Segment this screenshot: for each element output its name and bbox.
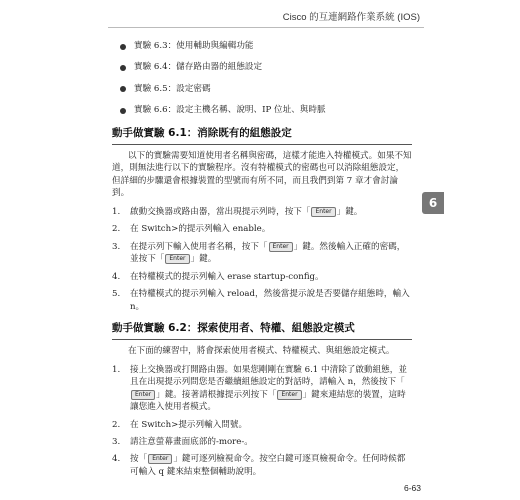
lab2-step bbox=[112, 364, 412, 414]
step-number: 5. bbox=[112, 289, 121, 300]
lab2-step bbox=[112, 453, 412, 478]
step-number: 1. bbox=[112, 206, 121, 217]
lab1-step bbox=[112, 206, 412, 218]
enter-key-icon: Enter bbox=[148, 454, 172, 464]
lab1-step bbox=[112, 271, 412, 283]
header-rule bbox=[108, 27, 424, 28]
lab-bullet-list bbox=[112, 40, 412, 117]
step-number: 2. bbox=[112, 224, 121, 235]
enter-key-icon: Enter bbox=[311, 207, 335, 217]
chapter-tab: 6 bbox=[422, 192, 444, 214]
step-text: 」鍵來連結您的裝置，這時讓您進入使用者模式。 bbox=[130, 389, 406, 413]
lab1-title: 動手做實驗 6.1：消除既有的組態設定 bbox=[112, 126, 412, 145]
step-number: 3. bbox=[112, 241, 121, 252]
enter-key-icon: Enter bbox=[131, 390, 155, 400]
bullet-item: 實驗 6.6：設定主機名稱、說明、IP 位址、與時脈 bbox=[112, 104, 412, 116]
step-number: 3. bbox=[112, 436, 121, 447]
step-text: 」鍵。 bbox=[336, 206, 363, 217]
lab2-intro: 在下面的練習中，將會探索使用者模式、特權模式、與組態設定模式。 bbox=[128, 346, 395, 357]
lab2-steps bbox=[112, 364, 412, 479]
step-number: 4. bbox=[112, 454, 121, 465]
bullet-item: 實驗 6.4：儲存路由器的組態設定 bbox=[112, 61, 412, 73]
enter-key-icon: Enter bbox=[165, 254, 189, 264]
enter-key-icon: Enter bbox=[269, 242, 293, 252]
step-text: 在提示列下輸入使用者名稱，按下「 bbox=[130, 241, 268, 252]
lab1-step bbox=[112, 223, 412, 235]
bullet-item: 實驗 6.5：設定密碼 bbox=[112, 83, 412, 95]
step-text: 在 Switch>的提示列輸入 enable。 bbox=[130, 224, 271, 235]
step-text: 」鍵。然後輸入正確的密碼，並按下「 bbox=[130, 241, 406, 265]
lab1-intro: 以下的實驗需要知道使用者名稱與密碼，這樣才能進入特權模式。如果不知道，則無法進行以下的實驗程序。沒有特權模式的密碼也可以消除組態設定，但詳細的步驟還會根據裝置的型號而有所不同，而且我們到第 7 章才會討論到。 bbox=[112, 151, 412, 199]
lab1-step bbox=[112, 288, 412, 313]
step-number: 2. bbox=[112, 419, 121, 430]
page-number: 6-63 bbox=[404, 483, 422, 493]
step-number: 1. bbox=[112, 364, 121, 375]
enter-key-icon: Enter bbox=[277, 390, 301, 400]
step-text: 接上交換器或打開路由器。如果您剛剛在實驗 6.1 中清除了啟動組態，並且在出現提示列問您是否繼續組態設定的對話時，請輸入 n，然後按下「 bbox=[130, 364, 407, 388]
lab1-step bbox=[112, 241, 412, 266]
step-text: 在 Switch>提示列輸入問號。 bbox=[130, 419, 248, 430]
step-text: 在特權模式的提示列輸入 erase startup-config。 bbox=[130, 271, 324, 282]
step-text: 」鍵。 bbox=[190, 254, 217, 265]
step-text: 」鍵可逐列檢視命令。按空白鍵可逐頁檢視命令。任何時候都可輸入 q 鍵來結束整個輔助說明。 bbox=[130, 454, 406, 477]
lab2-title: 動手做實驗 6.2：探索使用者、特權、組態設定模式 bbox=[112, 321, 412, 340]
lab2-step bbox=[112, 436, 412, 448]
lab1-steps bbox=[112, 206, 412, 313]
bullet-item: 實驗 6.3：使用輔助與編輯功能 bbox=[112, 40, 412, 52]
page-content bbox=[112, 40, 412, 486]
step-text: 按「 bbox=[130, 454, 148, 465]
step-text: 啟動交換器或路由器，當出現提示列時，按下「 bbox=[130, 206, 311, 217]
running-header: Cisco 的互連網路作業系統 (IOS) bbox=[282, 12, 420, 23]
step-text: 在特權模式的提示列輸入 reload，然後當提示說是否要儲存組態時，輸入 n。 bbox=[130, 289, 410, 312]
step-text: 請注意螢幕畫面底部的-more-。 bbox=[130, 436, 253, 447]
step-text: 」鍵。接著請根據提示列按下「 bbox=[156, 389, 277, 400]
lab2-step bbox=[112, 419, 412, 431]
step-number: 4. bbox=[112, 271, 121, 282]
